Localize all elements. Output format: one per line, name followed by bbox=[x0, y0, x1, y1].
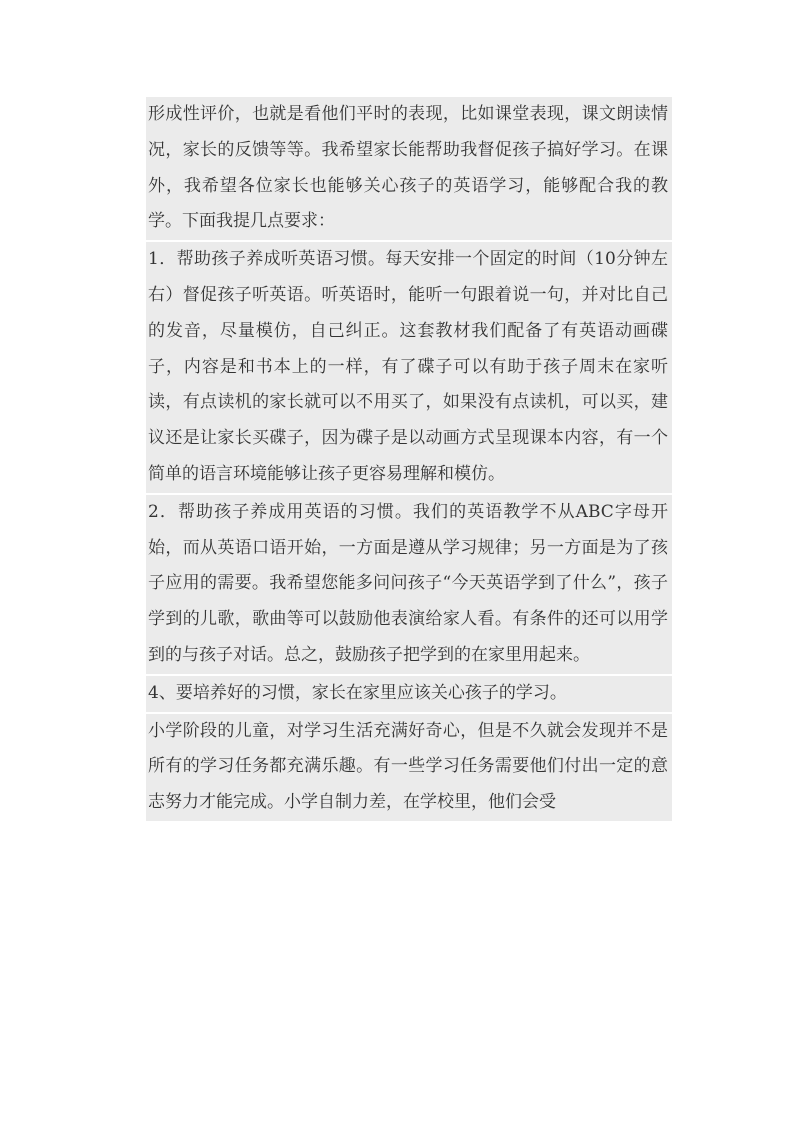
document-body bbox=[146, 97, 672, 823]
paragraph-evaluation: 形成性评价，也就是看他们平时的表现，比如课堂表现，课文朗读情况，家长的反馈等等。我希望家长能帮助我督促孩子搞好学习。在课外，我希望各位家长也能够关心孩子的英语学习，能够配合我的教学。下面我提几点要求： bbox=[146, 97, 672, 240]
paragraph-speaking-habit: 2．帮助孩子养成用英语的习惯。我们的英语教学不从ABC字母开始，而从英语口语开始，一方面是遵从学习规律；另一方面是为了孩子应用的需要。我希望您能多问问孩子“今天英语学到了什么”，孩子学到的儿歌，歌曲等可以鼓励他表演给家人看。有条件的还可以用学到的与孩子对话。总之，鼓励孩子把学到的在家里用起来。 bbox=[146, 495, 672, 674]
paragraph-good-habits: 4、要培养好的习惯，家长在家里应该关心孩子的学习。 bbox=[146, 676, 672, 712]
paragraph-primary-school: 小学阶段的儿童，对学习生活充满好奇心，但是不久就会发现并不是所有的学习任务都充满乐趣。有一些学习任务需要他们付出一定的意志努力才能完成。小学自制力差，在学校里，他们会受 bbox=[146, 714, 672, 821]
paragraph-listening-habit: 1．帮助孩子养成听英语习惯。每天安排一个固定的时间（10分钟左右）督促孩子听英语。听英语时，能听一句跟着说一句，并对比自己的发音，尽量模仿，自己纠正。这套教材我们配备了有英语动画碟子，内容是和书本上的一样，有了碟子可以有助于孩子周末在家听读，有点读机的家长就可以不用买了，如果没有点读机，可以买，建议还是让家长买碟子，因为碟子是以动画方式呈现课本内容，有一个简单的语言环境能够让孩子更容易理解和模仿。 bbox=[146, 242, 672, 493]
